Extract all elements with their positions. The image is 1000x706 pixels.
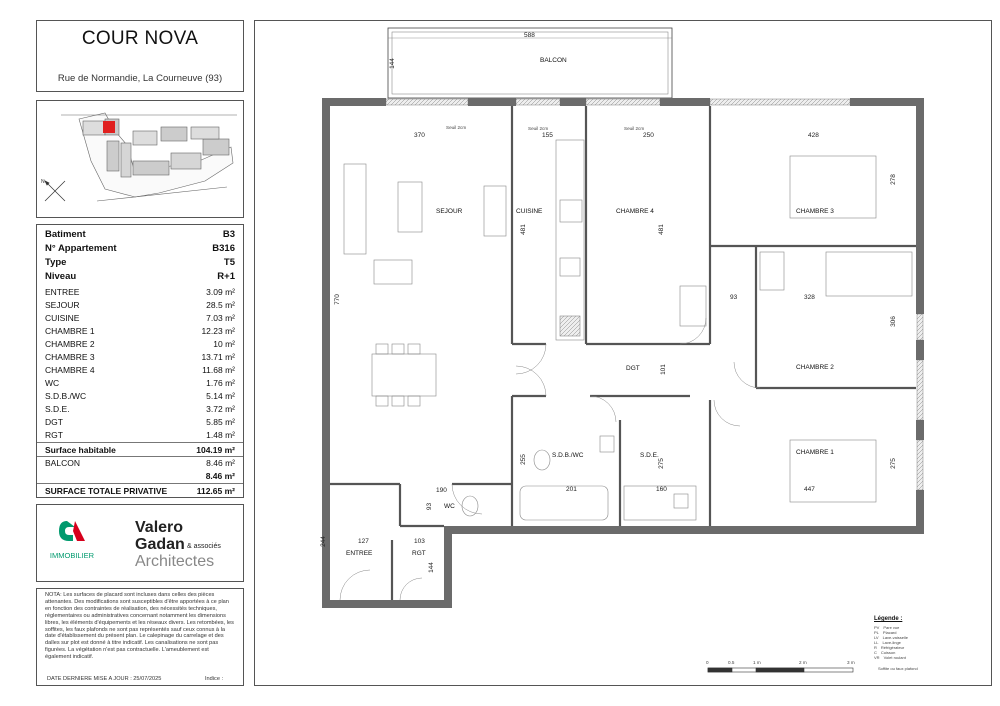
scale-bar (708, 668, 853, 672)
scale-tick: 0 (706, 660, 709, 665)
balcon-row: BALCON 8.46 m² (45, 457, 235, 468)
dim-sde-h: 275 (657, 458, 665, 469)
scale-tick: 2 m (799, 660, 807, 665)
room-row: S.D.B./WC 5.14 m² (45, 390, 235, 401)
dim-wc-w: 190 (436, 487, 447, 494)
room-label-chambre2: CHAMBRE 2 (796, 364, 834, 371)
room-label-entree: ENTREE (346, 550, 373, 557)
dim-chambre3-w: 428 (808, 132, 819, 139)
dim-sdb-h: 255 (519, 454, 527, 465)
room-label-cuisine: CUISINE (516, 208, 543, 215)
room-row: CUISINE 7.03 m² (45, 312, 235, 323)
room-row: CHAMBRE 4 11.68 m² (45, 364, 235, 375)
dim-chambre2-w: 328 (804, 294, 815, 301)
dim-cuisine-w: 155 (542, 132, 553, 139)
project-title: COUR NOVA (81, 28, 199, 49)
dim-dgt-w: 93 (730, 294, 738, 301)
habitable-row: Surface habitable 104.19 m² (45, 444, 235, 455)
dim-rgt-w: 103 (414, 538, 425, 545)
room-label-chambre3: CHAMBRE 3 (796, 208, 834, 215)
dim-chambre3-h: 278 (889, 174, 897, 185)
room-row: CHAMBRE 1 12.23 m² (45, 325, 235, 336)
legend (874, 616, 954, 671)
dim-sdb-w: 201 (566, 486, 577, 493)
room-label-sejour: SEJOUR (436, 208, 463, 215)
legend-item: LV Lave-vaisselle (874, 635, 908, 640)
architect-name-2: Gadan (135, 536, 185, 553)
room-label-sde: S.D.E. (640, 452, 659, 459)
disclaimer-text: NOTA: Les surfaces de placard sont incluses dans celles des pièces attenantes. Des modifications sont susceptibles d'être apportées à ce plan en fonction des contraintes de réalisation, des nécessités techniques, réglementaires ou administratives concernant notamment les dimensions libres, les éléments d'équipements et les réseaux divers. Les retombées, les soffites, les faux plafonds ne sont pas représentés sauf ceux connus à la date d'établissement du présent plan. Le calepinage du carrelage et des dalles sur plot est donné à titre indicatif. Les canalisations ne sont pas figurées. La végétation n'est pas contractuelle. L'ameublement est également indicatif. (45, 592, 234, 661)
dim-chambre2-h: 306 (889, 316, 897, 327)
dim-chambre4-w: 250 (643, 132, 654, 139)
dim-wc-h: 93 (426, 502, 434, 511)
update-date: DATE DERNIERE MISE A JOUR : 25/07/2025 (47, 676, 162, 682)
sill-label: Seuil 2cm (528, 126, 549, 131)
legend-item: VR Volet roulant (874, 655, 906, 660)
legend-item: Soffite ou faux plafond (878, 666, 918, 671)
room-row: CHAMBRE 2 10 m² (45, 338, 235, 349)
dim-balcon-h: 144 (388, 58, 396, 69)
sill-label: Seuil 2cm (624, 126, 645, 131)
architect-name-3: Architectes (135, 553, 215, 570)
room-label-dgt: DGT (626, 365, 640, 372)
dim-cuisine-h: 481 (519, 224, 527, 235)
total-row: SURFACE TOTALE PRIVATIVE 112.65 m² (45, 485, 235, 496)
dim-dgt-h: 101 (659, 364, 667, 375)
dim-entree-h: 244 (319, 536, 327, 547)
legend-item: PL Placard (874, 630, 897, 635)
room-label-balcon: BALCON (540, 57, 567, 64)
dim-chambre1-w: 447 (804, 486, 815, 493)
room-row: ENTREE 3.09 m² (45, 286, 235, 297)
info-row-batiment: Batiment B3 (45, 229, 235, 240)
room-label-wc: WC (444, 503, 455, 510)
index-label: Indice : (205, 676, 224, 682)
legend-title: Légende : (874, 616, 903, 622)
dim-entree-w: 127 (358, 538, 369, 545)
balcon-total: 8.46 m² (205, 470, 235, 481)
dim-chambre1-h: 275 (889, 458, 897, 469)
architect-name-1: Valero (135, 519, 184, 536)
room-row: CHAMBRE 3 13.71 m² (45, 351, 235, 362)
room-row: WC 1.76 m² (45, 377, 235, 388)
windows (386, 99, 923, 490)
scale-tick: 1 m (753, 660, 761, 665)
room-row: S.D.E. 3.72 m² (45, 403, 235, 414)
room-label-rgt: RGT (412, 550, 426, 557)
legend-item: PV Pare vue (874, 625, 900, 630)
info-row-appartement: N° Appartement B316 (45, 243, 235, 254)
room-label-chambre1: CHAMBRE 1 (796, 449, 834, 456)
room-row: SEJOUR 28.5 m² (45, 299, 235, 310)
info-row-niveau: Niveau R+1 (45, 271, 235, 282)
furniture (344, 140, 912, 520)
svg-text:N: N (41, 179, 45, 185)
dim-sejour-h: 770 (333, 294, 341, 305)
room-row: RGT 1.48 m² (45, 429, 235, 440)
room-label-chambre4: CHAMBRE 4 (616, 208, 654, 215)
scale-tick: 0.5 (728, 660, 735, 665)
room-label-sdb: S.D.B./WC (552, 452, 584, 459)
dim-sejour-w: 370 (414, 132, 425, 139)
dim-chambre4-h: 481 (657, 224, 665, 235)
info-row-type: Type T5 (45, 257, 235, 268)
dim-rgt-h: 144 (427, 562, 435, 573)
dim-sde-w: 160 (656, 486, 667, 493)
project-address: Rue de Normandie, La Courneuve (93) (57, 73, 223, 84)
scale-tick: 3 m (847, 660, 855, 665)
exterior-walls (319, 98, 924, 608)
sill-label: Seuil 2cm (446, 125, 467, 130)
dim-balcon-w: 588 (524, 32, 535, 39)
legend-item: R Réfrigérateur (874, 645, 905, 650)
room-row: DGT 5.85 m² (45, 416, 235, 427)
architect-assoc: & associés (187, 543, 221, 550)
legend-item: LL Lave-linge (874, 640, 901, 645)
interior-walls (330, 106, 916, 600)
legend-item: C Cuisson (874, 650, 896, 655)
bank-label: IMMOBILIER (49, 551, 95, 560)
